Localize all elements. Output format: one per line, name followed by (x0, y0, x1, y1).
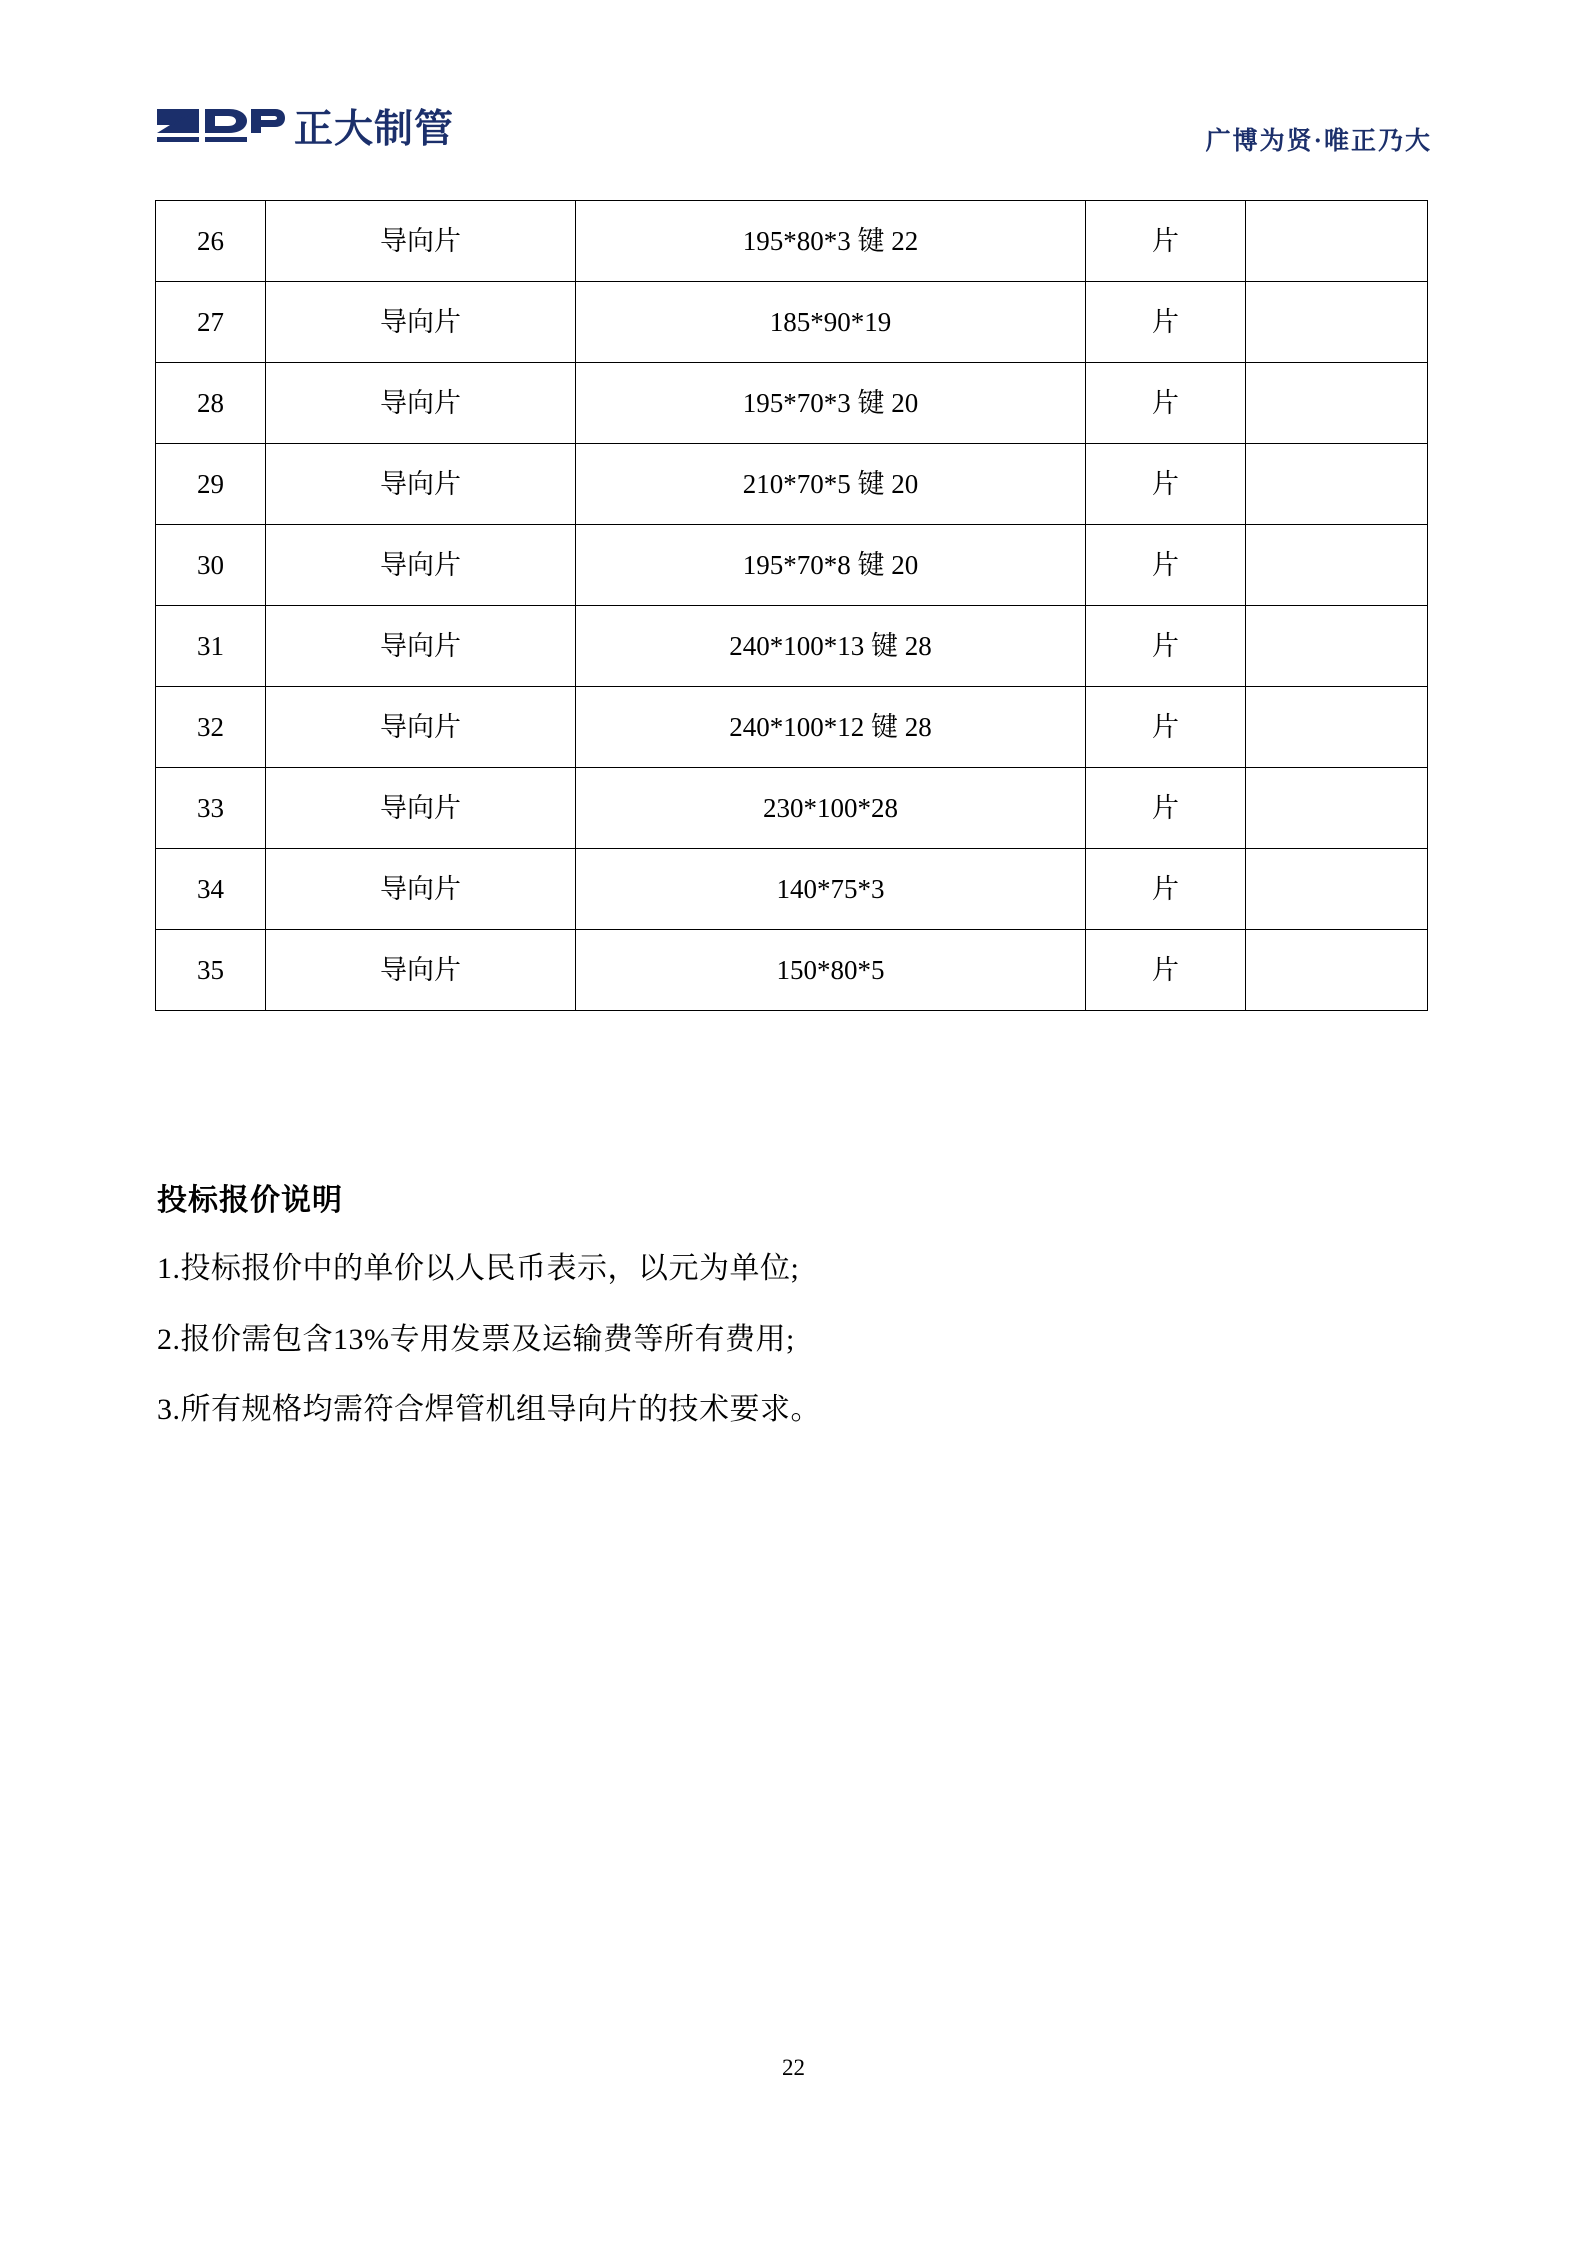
cell-no: 29 (156, 444, 266, 525)
cell-spec: 240*100*13 键 28 (576, 606, 1086, 687)
cell-name: 导向片 (266, 768, 576, 849)
cell-no: 30 (156, 525, 266, 606)
cell-name: 导向片 (266, 525, 576, 606)
company-logo (155, 105, 454, 154)
cell-spec: 140*75*3 (576, 849, 1086, 930)
cell-no: 28 (156, 363, 266, 444)
cell-name: 导向片 (266, 444, 576, 525)
cell-unit: 片 (1086, 687, 1246, 768)
cell-spec: 210*70*5 键 20 (576, 444, 1086, 525)
notes-title: 投标报价说明 (157, 1184, 343, 1217)
table-row (156, 930, 1428, 1011)
company-name: 正大制管 (294, 108, 455, 151)
cell-no: 33 (156, 768, 266, 849)
company-slogan: 广博为贤·唯正乃大 (1205, 128, 1432, 155)
cell-name: 导向片 (266, 363, 576, 444)
cell-unit: 片 (1086, 606, 1246, 687)
cell-no: 34 (156, 849, 266, 930)
cell-unit: 片 (1086, 768, 1246, 849)
table-row (156, 282, 1428, 363)
cell-name: 导向片 (266, 930, 576, 1011)
cell-name: 导向片 (266, 606, 576, 687)
cell-spec: 240*100*12 键 28 (576, 687, 1086, 768)
cell-unit: 片 (1086, 363, 1246, 444)
table-row (156, 687, 1428, 768)
table-row (156, 768, 1428, 849)
notes-section (157, 1175, 1457, 1461)
cell-blank (1246, 849, 1428, 930)
cell-unit: 片 (1086, 930, 1246, 1011)
cell-blank (1246, 768, 1428, 849)
cell-spec: 150*80*5 (576, 930, 1086, 1011)
table-row (156, 849, 1428, 930)
cell-no: 32 (156, 687, 266, 768)
cell-no: 35 (156, 930, 266, 1011)
cell-no: 27 (156, 282, 266, 363)
table-row (156, 606, 1428, 687)
cell-blank (1246, 201, 1428, 282)
cell-name: 导向片 (266, 282, 576, 363)
note-item-3: 3.所有规格均需符合焊管机组导向片的技术要求。 (157, 1393, 821, 1426)
cell-no: 26 (156, 201, 266, 282)
cell-spec: 230*100*28 (576, 768, 1086, 849)
cell-no: 31 (156, 606, 266, 687)
cell-blank (1246, 930, 1428, 1011)
note-item-1: 1.投标报价中的单价以人民币表示，以元为单位; (157, 1252, 800, 1285)
cell-unit: 片 (1086, 201, 1246, 282)
zdp-logo-icon (155, 105, 285, 154)
cell-spec: 195*70*8 键 20 (576, 525, 1086, 606)
cell-unit: 片 (1086, 282, 1246, 363)
cell-spec: 195*80*3 键 22 (576, 201, 1086, 282)
note-item-2: 2.报价需包含13%专用发票及运输费等所有费用; (157, 1322, 795, 1356)
cell-blank (1246, 363, 1428, 444)
table-row (156, 363, 1428, 444)
cell-name: 导向片 (266, 687, 576, 768)
table-row (156, 444, 1428, 525)
table-row (156, 201, 1428, 282)
table-row (156, 525, 1428, 606)
cell-blank (1246, 606, 1428, 687)
cell-name: 导向片 (266, 849, 576, 930)
cell-unit: 片 (1086, 525, 1246, 606)
cell-unit: 片 (1086, 849, 1246, 930)
spec-table (155, 200, 1428, 1011)
cell-spec: 185*90*19 (576, 282, 1086, 363)
cell-blank (1246, 687, 1428, 768)
cell-blank (1246, 444, 1428, 525)
page-header (155, 105, 1432, 175)
cell-unit: 片 (1086, 444, 1246, 525)
cell-blank (1246, 282, 1428, 363)
cell-blank (1246, 525, 1428, 606)
cell-name: 导向片 (266, 201, 576, 282)
cell-spec: 195*70*3 键 20 (576, 363, 1086, 444)
spec-table-container (155, 200, 1427, 1011)
page-number: 22 (782, 2055, 805, 2080)
